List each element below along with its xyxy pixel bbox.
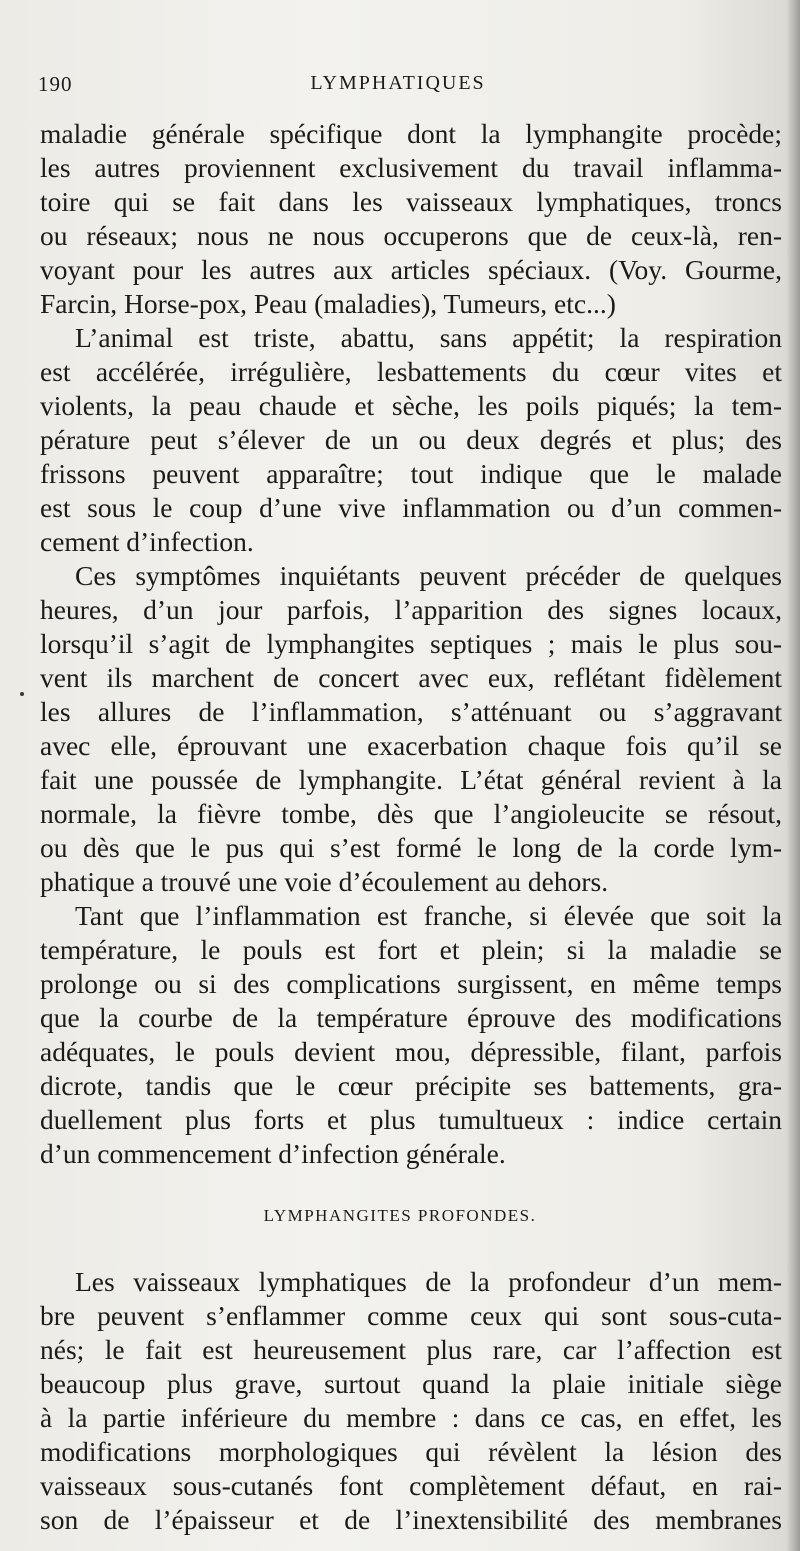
text-line: maladie générale spécifique dont la lymphangite procède; [40,118,782,149]
text-line: est accélérée, irrégulière, lesbattements du cœur vites et [40,356,782,387]
text-line: Les vaisseaux lymphatiques de la profondeur d’un mem- [75,1266,782,1297]
text-line: Tant que l’inflammation est franche, si élevée que soit la [75,900,782,931]
text-line: voyant pour les autres aux articles spéciaux. (Voy. Gourme, [40,254,782,285]
section-heading: LYMPHANGITES PROFONDES. [263,1206,537,1225]
page-header [38,72,758,102]
text-line: les allures de l’inflammation, s’atténuant ou s’aggravant [40,696,782,727]
text-line: lorsqu’il s’agit de lymphangites septiques ; mais le plus sou- [40,628,782,659]
text-line: dicrote, tandis que le cœur précipite ses battements, gra- [40,1070,782,1101]
text-line: ou réseaux; nous ne nous occuperons que de ceux-là, ren- [40,220,782,251]
text-line: beaucoup plus grave, surtout quand la plaie initiale siège [40,1368,782,1399]
text-line: température, le pouls est fort et plein; si la maladie se [40,934,782,965]
text-line: prolonge ou si des complications surgissent, en même temps [40,968,782,999]
text-line: adéquates, le pouls devient mou, dépressible, filant, parfois [40,1036,782,1067]
text-line: les autres proviennent exclusivement du travail inflamma- [40,152,782,183]
text-line: Ces symptômes inquiétants peuvent précéder de quelques [75,560,782,591]
text-line: bre peuvent s’enflammer comme ceux qui sont sous-cuta- [40,1300,782,1331]
text-line: est sous le coup d’une vive inflammation ou d’un commen- [40,492,782,523]
text-line: d’un commencement d’infection générale. [40,1138,506,1169]
text-line: fait une poussée de lymphangite. L’état général revient à la [40,764,782,795]
text-line: pérature peut s’élever de un ou deux degrés et plus; des [40,424,782,455]
text-line: violents, la peau chaude et sèche, les poils piqués; la tem- [40,390,782,421]
text-line: normale, la fièvre tombe, dès que l’angioleucite se résout, [40,798,782,829]
text-line: que la courbe de la température éprouve des modifications [40,1002,782,1033]
running-title: LYMPHATIQUES [310,72,486,94]
text-line: duellement plus forts et plus tumultueux : indice certain [40,1104,782,1135]
text-line: frissons peuvent apparaître; tout indique que le malade [40,458,782,489]
text-line: à la partie inférieure du membre : dans ce cas, en effet, les [40,1402,782,1433]
text-line: vent ils marchent de concert avec eux, reflétant fidèlement [40,662,782,693]
page-edge-shadow [786,0,800,1551]
text-line: modifications morphologiques qui révèlent la lésion des [40,1436,782,1467]
text-line: cement d’infection. [40,526,254,557]
text-line: nés; le fait est heureusement plus rare, car l’affection est [40,1334,782,1365]
page-number: 190 [38,72,73,96]
text-line: L’animal est triste, abattu, sans appétit; la respiration [75,322,782,353]
text-line: avec elle, éprouvant une exacerbation chaque fois qu’il se [40,730,782,761]
margin-mark [20,692,24,696]
text-line: vaisseaux sous-cutanés font complètement défaut, en rai- [40,1470,782,1501]
text-line: Farcin, Horse-pox, Peau (maladies), Tumeurs, etc...) [40,288,616,319]
text-line: ou dès que le pus qui s’est formé le long de la corde lym- [40,832,782,863]
text-line: toire qui se fait dans les vaisseaux lymphatiques, troncs [40,186,782,217]
text-line: heures, d’un jour parfois, l’apparition des signes locaux, [40,594,782,625]
text-line: phatique a trouvé une voie d’écoulement au dehors. [40,866,609,897]
text-line: son de l’épaisseur et de l’inextensibilité des membranes [40,1504,782,1535]
